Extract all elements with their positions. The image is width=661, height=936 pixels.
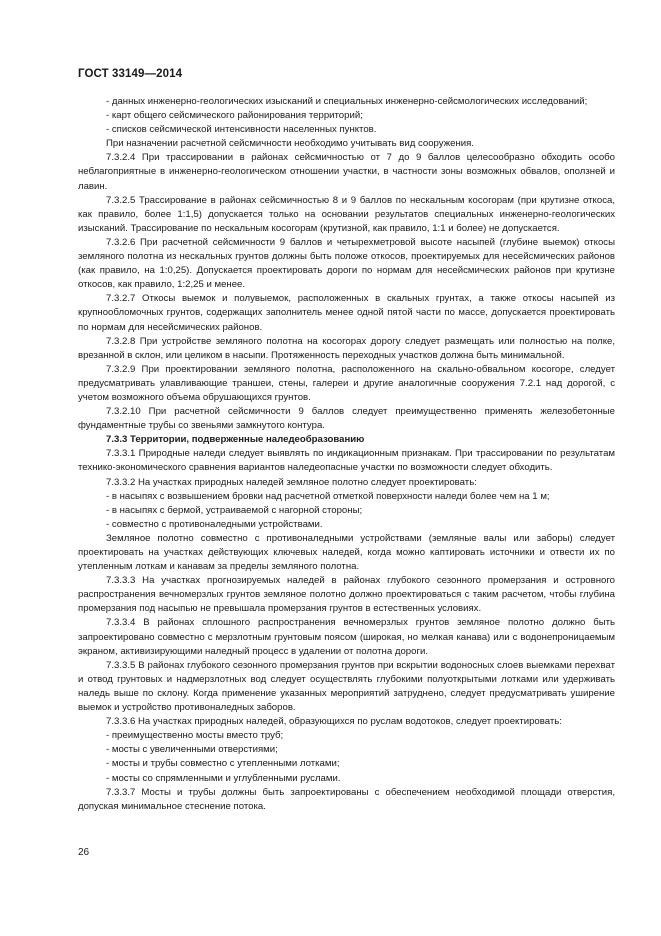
paragraph: При назначении расчетной сейсмичности необходимо учитывать вид сооружения. [106, 138, 474, 150]
clause-7-3-3-4: 7.3.3.4 В районах сплошного распространения вечномерзлых грунтов земляное полотно должно быть запроектировано совместно с мерзлотным грунтовым поясом (широкая, но мелкая канава) или с водонепроницаемым экраном, активизирующими наледный процесс в удалении от полотна дороги. [78, 617, 615, 657]
document-body [78, 95, 615, 814]
clause-7-3-2-5: 7.3.2.5 Трассирование в районах сейсмичностью 8 и 9 баллов по нескальным косогорам (при крутизне откоса, как правило, более 1:1,5) допускается только на основании результатов специальных инженерно-геологических изысканий. Трассирование по нескальным косогорам (крутизной, как правило, 1:1 и более) не допускается. [78, 194, 615, 234]
clause-7-3-2-10: 7.3.2.10 При расчетной сейсмичности 9 баллов следует преимущественно применять железобетонные фундаментные трубы со звеньями замкнутого контура. [78, 406, 615, 432]
list-item: - совместно с противоналедными устройствами. [106, 518, 323, 530]
list-item: - мосты со спрямленными и углубленными руслами. [106, 772, 341, 784]
clause-7-3-3-2: 7.3.3.2 На участках природных наледей земляное полотно следует проектировать: [106, 476, 477, 488]
paragraph: Земляное полотно совместно с противоналедными устройствами (земляные валы или заборы) следует проектировать на участках действующих ключевых наледей, когда можно каптировать источники и отвести их по утепленным лоткам и канавам за пределы земляного полотна. [78, 532, 615, 573]
clause-7-3-2-4: 7.3.2.4 При трассировании в районах сейсмичностью от 7 до 9 баллов целесообразно обходить особо неблагоприятные в инженерно-геологическом отношении участки, в частности зоны возможных обвалов, оползней и лавин. [78, 152, 615, 192]
clause-7-3-3-1: 7.3.3.1 Природные наледи следует выявлять по индикационным признакам. При трассировании по результатам технико-экономического сравнения вариантов наледеопасные участки по возможности следует обходить. [78, 448, 615, 474]
section-heading-7-3-3: 7.3.3 Территории, подверженные наледеобразованию [106, 434, 365, 446]
clause-7-3-3-3: 7.3.3.3 На участках прогнозируемых наледей в районах глубокого сезонного промерзания и островного распространения вечномерзлых грунтов земляное полотно должно проектироваться с таким расчетом, чтобы глубина промерзания под насыпью не превышала промерзания грунтов в естественных условиях. [78, 575, 615, 615]
clause-7-3-3-6: 7.3.3.6 На участках природных наледей, образующихся по руслам водотоков, следует проектировать: [106, 716, 562, 728]
list-item: - мосты с увеличенными отверстиями; [106, 744, 278, 756]
page-number: 26 [78, 847, 90, 858]
document-header: ГОСТ 33149—2014 [78, 68, 183, 80]
list-item: - списков сейсмической интенсивности населенных пунктов. [106, 124, 377, 136]
clause-7-3-2-8: 7.3.2.8 При устройстве земляного полотна на косогорах дорогу следует размещать или полностью на полке, врезанной в склон, или целиком в насыпи. Протяженность переходных участков должна быть минимальной. [78, 335, 615, 361]
clause-7-3-3-5: 7.3.3.5 В районах глубокого сезонного промерзания грунтов при вскрытии водоносных слоев выемками перехват и отвод грунтовых и надмерзлотных вод следует осуществлять глубокими полуоткрытыми лотками или удерживать наледь выше по склону. Когда применение указанных мероприятий затруднено, следует предусматривать уширение выемок и устройство противоналедных заборов. [78, 659, 615, 714]
list-item: - в насыпях с возвышением бровки над расчетной отметкой поверхности наледи более чем на 1 м; [106, 490, 550, 502]
list-item: - мосты и трубы совместно с утепленными лотками; [106, 758, 340, 770]
list-item: - в насыпях с бермой, устраиваемой с нагорной стороны; [106, 504, 363, 516]
list-item: - преимущественно мосты вместо труб; [106, 730, 284, 742]
clause-7-3-3-7: 7.3.3.7 Мосты и трубы должны быть запроектированы с обеспечением необходимой площади отверстия, допуская минимальное стеснение потока. [78, 786, 615, 812]
clause-7-3-2-7: 7.3.2.7 Откосы выемок и полувыемок, расположенных в скальных грунтах, а также откосы насыпей из крупнообломочных грунтов, содержащих заполнитель менее одной пятой части по массе, допускается проектировать по нормам для несейсмических районов. [78, 293, 615, 333]
clause-7-3-2-6: 7.3.2.6 При расчетной сейсмичности 9 баллов и четырехметровой высоте насыпей (глубине выемок) откосы земляного полотна из нескальных грунтов должны быть положе откосов, проектируемых для несейсмических районов (как правило, на 1:0,25). Допускается проектировать дороги по нормам для несейсмических районов при крутизне откосов, как правило, 1:2,25 и менее. [78, 236, 615, 291]
list-item: - карт общего сейсмического районирования территорий; [106, 110, 363, 122]
clause-7-3-2-9: 7.3.2.9 При проектировании земляного полотна, расположенного на скально-обвальном косогоре, следует предусматривать улавливающие траншеи, стены, галереи и другие аналогичные сооружения 7.2.1 над дорогой, с учетом возможного объема обрушающихся грунтов. [78, 363, 615, 403]
list-item: - данных инженерно-геологических изысканий и специальных инженерно-сейсмологических исследований; [106, 96, 588, 107]
